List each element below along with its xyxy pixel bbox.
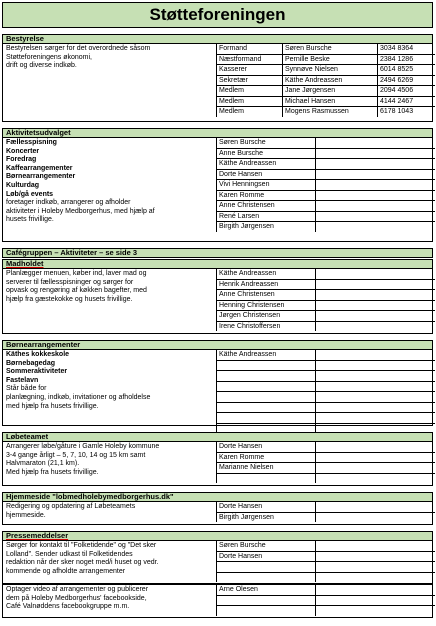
name-cell: Søren Bursche xyxy=(217,541,316,551)
empty-cell xyxy=(316,413,435,423)
table-row xyxy=(217,212,435,223)
activity-label: Fastelavn xyxy=(6,376,39,384)
name-cell: Käthe Andreassen xyxy=(217,350,316,360)
name-cell xyxy=(217,371,316,381)
loebeteamet-names-table xyxy=(216,442,435,483)
empty-cell xyxy=(316,361,435,371)
table-row xyxy=(217,86,435,97)
description-line: kommende og afholdte arrangementer xyxy=(6,567,126,575)
empty-cell xyxy=(316,403,435,413)
presse-description-2 xyxy=(6,586,211,612)
empty-cell xyxy=(316,180,435,190)
description-line: 3-4 gange årligt – 5, 7, 10, 14 og 15 km samt xyxy=(6,451,146,459)
empty-cell xyxy=(316,442,435,452)
activity-label: Koncerter xyxy=(6,147,40,155)
section-header-aktivitetsudvalget: Aktivitetsudvalget xyxy=(2,128,433,138)
empty-cell xyxy=(316,138,435,148)
phone-cell: 2094 4506 xyxy=(380,87,414,94)
activity-label: Kaffearrangementer xyxy=(6,164,73,172)
table-row xyxy=(217,222,435,232)
role-cell: Formand xyxy=(217,44,283,54)
table-row xyxy=(217,44,435,55)
name-cell: Mogens Rasmussen xyxy=(283,107,378,117)
table-row xyxy=(217,403,435,414)
section-header-hjemmeside: Hjemmeside "lobmedholebymedborgerhus.dk" xyxy=(2,492,433,502)
table-row xyxy=(217,138,435,149)
aktivitet-description xyxy=(6,139,211,225)
name-cell: Henning Christensen xyxy=(217,301,316,311)
section-boernearrangementer xyxy=(2,350,433,426)
activity-label: Käthes kokkeskole xyxy=(6,351,70,358)
table-row xyxy=(217,502,435,513)
madholdet-description xyxy=(6,270,211,304)
empty-cell xyxy=(316,159,435,169)
description-line: opvask og rengøring af køkken bagefter, med xyxy=(6,287,147,295)
presse-description-1 xyxy=(6,542,211,576)
description-line: hjemmeside. xyxy=(6,511,46,519)
description-line: Bestyrelsen sørger for det overordnede såsom xyxy=(6,45,151,52)
activity-label: Løb/gå events xyxy=(6,190,54,198)
section-bestyrelse xyxy=(2,44,433,122)
description-line: hjælp fra gæstekokke og husets frivillige. xyxy=(6,295,133,303)
table-row xyxy=(217,269,435,280)
table-row xyxy=(217,201,435,212)
empty-cell xyxy=(316,322,435,332)
phone-cell: 6178 1043 xyxy=(380,108,414,115)
role-cell: Medlem xyxy=(217,107,283,117)
section-header-loebeteamet: Løbeteamet xyxy=(2,432,433,442)
hjemmeside-names-table xyxy=(216,502,435,522)
table-row xyxy=(217,585,435,596)
name-cell: Dorte Hansen xyxy=(217,170,316,180)
name-cell: Michael Hansen xyxy=(283,97,378,107)
description-line: Halvmaraton (21,1 km). xyxy=(6,460,80,468)
name-cell: Henrik Andreassen xyxy=(217,280,316,290)
empty-cell xyxy=(316,269,435,279)
name-cell xyxy=(217,361,316,371)
bestyrelse-description xyxy=(6,45,211,71)
name-cell xyxy=(217,392,316,402)
table-row xyxy=(217,392,435,403)
description-line: planlægning, indkøb, invitationer og afholdelse xyxy=(6,393,151,401)
name-cell: Anne Christensen xyxy=(217,201,316,211)
empty-cell xyxy=(316,371,435,381)
activity-label: Kulturdag xyxy=(6,181,40,189)
table-row xyxy=(217,280,435,291)
section-header-bestyrelse: Bestyrelse xyxy=(2,34,433,44)
table-row xyxy=(217,322,435,332)
empty-cell xyxy=(316,290,435,300)
name-cell xyxy=(217,562,316,572)
phone-cell: 4144 2467 xyxy=(380,97,414,105)
activity-label: Fællesspisning xyxy=(6,139,57,146)
empty-cell xyxy=(316,596,435,606)
table-row xyxy=(217,191,435,202)
table-row xyxy=(217,453,435,464)
section-madholdet xyxy=(2,269,433,334)
table-row xyxy=(217,149,435,160)
loebeteamet-description xyxy=(6,443,211,477)
activity-label: Børnebagedag xyxy=(6,359,56,367)
description-line: Arrangerer løbe/gåture i Gamle Holeby kommune xyxy=(6,443,160,450)
table-row xyxy=(217,65,435,76)
table-row xyxy=(217,301,435,312)
table-row xyxy=(217,474,435,484)
phone-cell: 2384 1286 xyxy=(380,55,414,63)
table-row xyxy=(217,97,435,108)
table-row xyxy=(217,513,435,523)
description-line: drift og diverse indkøb. xyxy=(6,62,77,70)
section-header-cafegruppen: Cafégruppen – Aktiviteter – se side 3 xyxy=(2,248,433,258)
presse-names-table-1 xyxy=(216,541,435,582)
name-cell xyxy=(217,382,316,392)
name-cell: Jane Jørgensen xyxy=(283,86,378,96)
role-cell: Medlem xyxy=(217,97,283,107)
role-cell: Næstformand xyxy=(217,55,283,65)
section-presse-facebook xyxy=(2,584,433,618)
empty-cell xyxy=(316,191,435,201)
name-cell: Søren Bursche xyxy=(283,44,378,54)
empty-cell xyxy=(316,562,435,572)
empty-cell xyxy=(316,201,435,211)
name-cell: Karen Romme xyxy=(217,453,316,463)
table-row xyxy=(217,170,435,181)
name-cell xyxy=(217,474,316,484)
description-line: Redigering og opdatering af Løbeteamets xyxy=(6,503,136,510)
description-line: Optager video af arrangementer og publicerer xyxy=(6,586,149,593)
table-row xyxy=(217,606,435,616)
table-row xyxy=(217,180,435,191)
empty-cell xyxy=(316,552,435,562)
madholdet-names-table xyxy=(216,269,435,331)
phone-cell: 3034 8364 xyxy=(380,45,414,52)
empty-cell xyxy=(316,222,435,232)
table-row xyxy=(217,361,435,372)
name-cell xyxy=(217,403,316,413)
name-cell: Synnøve Nielsen xyxy=(283,65,378,75)
table-row xyxy=(217,290,435,301)
name-cell: Birgith Jørgensen xyxy=(217,513,316,523)
name-cell: Søren Bursche xyxy=(217,138,316,148)
empty-cell xyxy=(316,350,435,360)
boern-names-table xyxy=(216,350,435,433)
table-row xyxy=(217,55,435,66)
empty-cell xyxy=(316,541,435,551)
name-cell xyxy=(217,596,316,606)
name-cell xyxy=(217,573,316,583)
description-line: Lolland". Sender udkast til Folketidendes xyxy=(6,550,133,558)
name-cell: Arne Olesen xyxy=(217,585,316,595)
name-cell: Marianne Nielsen xyxy=(217,463,316,473)
phone-cell: 6014 8525 xyxy=(380,66,414,73)
aktivitet-names-table xyxy=(216,138,435,232)
empty-cell xyxy=(316,170,435,180)
section-hjemmeside xyxy=(2,502,433,525)
table-row xyxy=(217,552,435,563)
section-presse-folketidende xyxy=(2,541,433,584)
description-line: foretager indkøb, arrangerer og afholder xyxy=(6,199,131,207)
empty-cell xyxy=(316,453,435,463)
empty-cell xyxy=(316,382,435,392)
activity-label: Børnearrangementer xyxy=(6,173,76,181)
table-row xyxy=(217,463,435,474)
table-row xyxy=(217,382,435,393)
table-row xyxy=(217,159,435,170)
table-row xyxy=(217,442,435,453)
description-line: redaktion når der sker noget med/i huset og vedr. xyxy=(6,559,159,567)
description-line: serverer til fællesspisninger og sørger for xyxy=(6,278,134,286)
table-row xyxy=(217,573,435,583)
description-line: Med hjælp fra husets frivillige. xyxy=(6,468,99,476)
empty-cell xyxy=(316,502,435,512)
name-cell: Anne Christensen xyxy=(217,290,316,300)
name-cell: Pernille Beske xyxy=(283,55,378,65)
empty-cell xyxy=(316,474,435,484)
table-row xyxy=(217,413,435,424)
empty-cell xyxy=(316,573,435,583)
table-row xyxy=(217,311,435,322)
description-line: Støtteforeningens økonomi, xyxy=(6,53,92,61)
table-row xyxy=(217,76,435,87)
empty-cell xyxy=(316,212,435,222)
description-line: husets frivillige. xyxy=(6,216,54,224)
table-row xyxy=(217,371,435,382)
empty-cell xyxy=(316,301,435,311)
name-cell: Dorte Hansen xyxy=(217,552,316,562)
empty-cell xyxy=(316,280,435,290)
description-line: Står både for xyxy=(6,385,47,393)
page-title: Støtteforeningen xyxy=(2,2,433,28)
boern-description xyxy=(6,351,211,411)
table-row xyxy=(217,350,435,361)
document-page xyxy=(2,2,433,618)
empty-cell xyxy=(316,311,435,321)
name-cell: Anne Bursche xyxy=(217,149,316,159)
name-cell: Käthe Andreassen xyxy=(283,76,378,86)
role-cell: Sekretær xyxy=(217,76,283,86)
hjemmeside-description xyxy=(6,503,211,520)
role-cell: Medlem xyxy=(217,86,283,96)
activity-label: Sommeraktiviteter xyxy=(6,368,68,376)
name-cell: Irene Christoffersen xyxy=(217,322,316,332)
name-cell: Birgith Jørgensen xyxy=(217,222,316,232)
table-row xyxy=(217,596,435,607)
name-cell: Dorte Hansen xyxy=(217,442,316,452)
section-aktivitetsudvalget xyxy=(2,138,433,242)
description-line: med hjælp fra husets frivillige. xyxy=(6,402,99,410)
bestyrelse-members-table xyxy=(216,44,435,117)
section-header-boernearrangementer: Børnearrangementer xyxy=(2,340,433,350)
table-row xyxy=(217,562,435,573)
role-cell: Kasserer xyxy=(217,65,283,75)
empty-cell xyxy=(316,463,435,473)
activity-label: Foredrag xyxy=(6,156,37,164)
description-line: Planlægger menuen, køber ind, laver mad og xyxy=(6,270,147,277)
empty-cell xyxy=(316,513,435,523)
section-loebeteamet xyxy=(2,442,433,486)
name-cell: Käthe Andreassen xyxy=(217,269,316,279)
section-header-madholdet: Madholdet xyxy=(2,259,433,269)
description-line: dem på Holeby Medborgerhus' facebookside, xyxy=(6,594,147,602)
description-line: Sørger for kontakt til "Folketidende" og "Det sker xyxy=(6,542,157,549)
name-cell xyxy=(217,606,316,616)
name-cell: Dorte Hansen xyxy=(217,502,316,512)
name-cell: Karen Romme xyxy=(217,191,316,201)
empty-cell xyxy=(316,585,435,595)
name-cell: Käthe Andreassen xyxy=(217,159,316,169)
table-row xyxy=(217,107,435,117)
empty-cell xyxy=(316,606,435,616)
empty-cell xyxy=(316,392,435,402)
name-cell: Vivi Henningsen xyxy=(217,180,316,190)
table-row xyxy=(217,541,435,552)
empty-cell xyxy=(316,149,435,159)
description-line: aktiviteter i Holeby Medborgerhus, med hjælp af xyxy=(6,207,155,215)
phone-cell: 2494 6269 xyxy=(380,76,414,84)
name-cell: Jørgen Christensen xyxy=(217,311,316,321)
section-header-pressemeddelser: Pressemeddelser xyxy=(2,531,433,541)
presse-names-table-2 xyxy=(216,585,435,616)
name-cell: René Larsen xyxy=(217,212,316,222)
name-cell xyxy=(217,413,316,423)
description-line: Café Valnøddens facebookgruppe m.m. xyxy=(6,603,130,611)
